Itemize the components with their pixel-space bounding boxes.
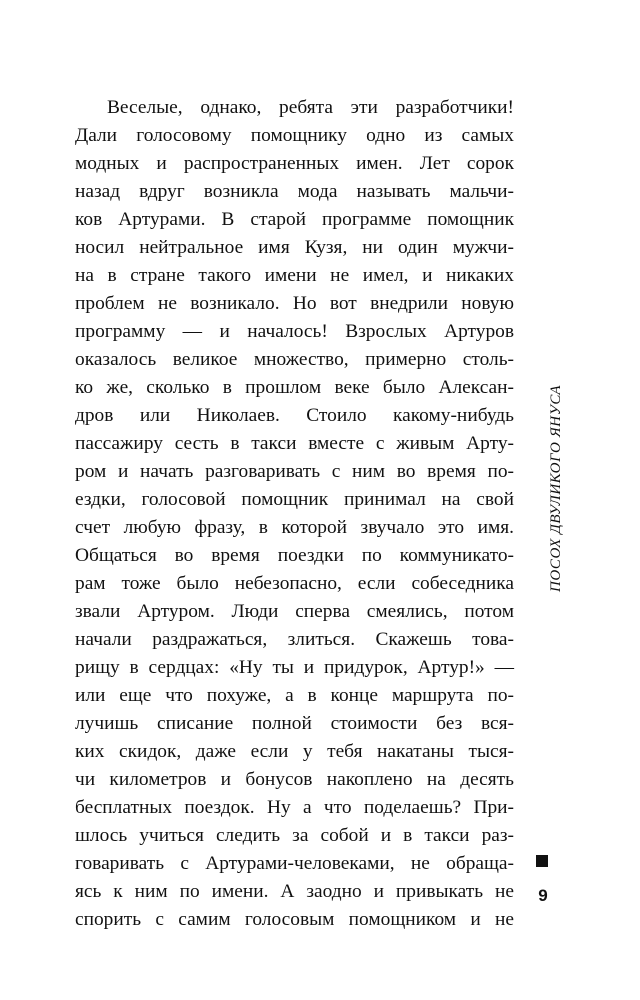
text-line: дров или Николаев. Стоило какому-нибудь (75, 405, 514, 426)
text-line: ких скидок, даже если у тебя накатаны тыся- (75, 741, 514, 762)
text-line: на в стране такого имени не имел, и никаких (75, 265, 514, 286)
running-title-text: ПОСОХ ДВУЛИКОГО ЯНУСА (548, 384, 564, 592)
text-line: рам тоже было небезопасно, если собеседника (75, 573, 514, 594)
text-line: рищу в сердцах: «Ну ты и придурок, Артур!» — (75, 657, 514, 678)
text-line: оказалось великое множество, примерно столь- (75, 349, 514, 370)
text-line: или еще что похуже, а в конце маршрута по- (75, 685, 514, 706)
text-line: модных и распространенных имен. Лет сорок (75, 153, 514, 174)
text-line: Общаться во время поездки по коммуникато- (75, 545, 514, 566)
body-text (75, 94, 514, 934)
text-line: шлось учиться следить за собой и в такси раз- (75, 825, 514, 846)
text-line: Дали голосовому помощнику одно из самых (75, 125, 514, 146)
text-line: ездки, голосовой помощник принимал на свой (75, 489, 514, 510)
text-line: Веселые, однако, ребята эти разработчики! (107, 97, 514, 118)
text-line: бесплатных поездок. Ну а что поделаешь? При- (75, 797, 514, 818)
text-line: начали раздражаться, злиться. Скажешь това- (75, 629, 514, 650)
text-line: счет любую фразу, в которой звучало это имя. (75, 517, 514, 538)
text-line: чи километров и бонусов накоплено на десять (75, 769, 514, 790)
text-line: звали Артуром. Люди сперва смеялись, потом (75, 601, 514, 622)
square-marker-icon (536, 855, 548, 867)
text-line: проблем не возникало. Но вот внедрили новую (75, 293, 514, 314)
text-line: программу — и началось! Взрослых Артуров (75, 321, 514, 342)
text-line: ром и начать разговаривать с ним во время по- (75, 461, 514, 482)
page-number: 9 (538, 886, 548, 905)
text-line: говаривать с Артурами-человеками, не обраща- (75, 853, 514, 874)
text-line: лучишь списание полной стоимости без вся- (75, 713, 514, 734)
text-line: ясь к ним по имени. А заодно и привыкать не (75, 881, 514, 902)
text-line: назад вдруг возникла мода называть мальчи- (75, 181, 514, 202)
text-line: носил нейтральное имя Кузя, ни один мужчи- (75, 237, 514, 258)
text-line: пассажиру сесть в такси вместе с живым Арту- (75, 433, 514, 454)
text-line: спорить с самим голосовым помощником и не (75, 909, 514, 930)
text-line: ко же, сколько в прошлом веке было Алексан- (75, 377, 514, 398)
text-line: ков Артурами. В старой программе помощник (75, 209, 514, 230)
